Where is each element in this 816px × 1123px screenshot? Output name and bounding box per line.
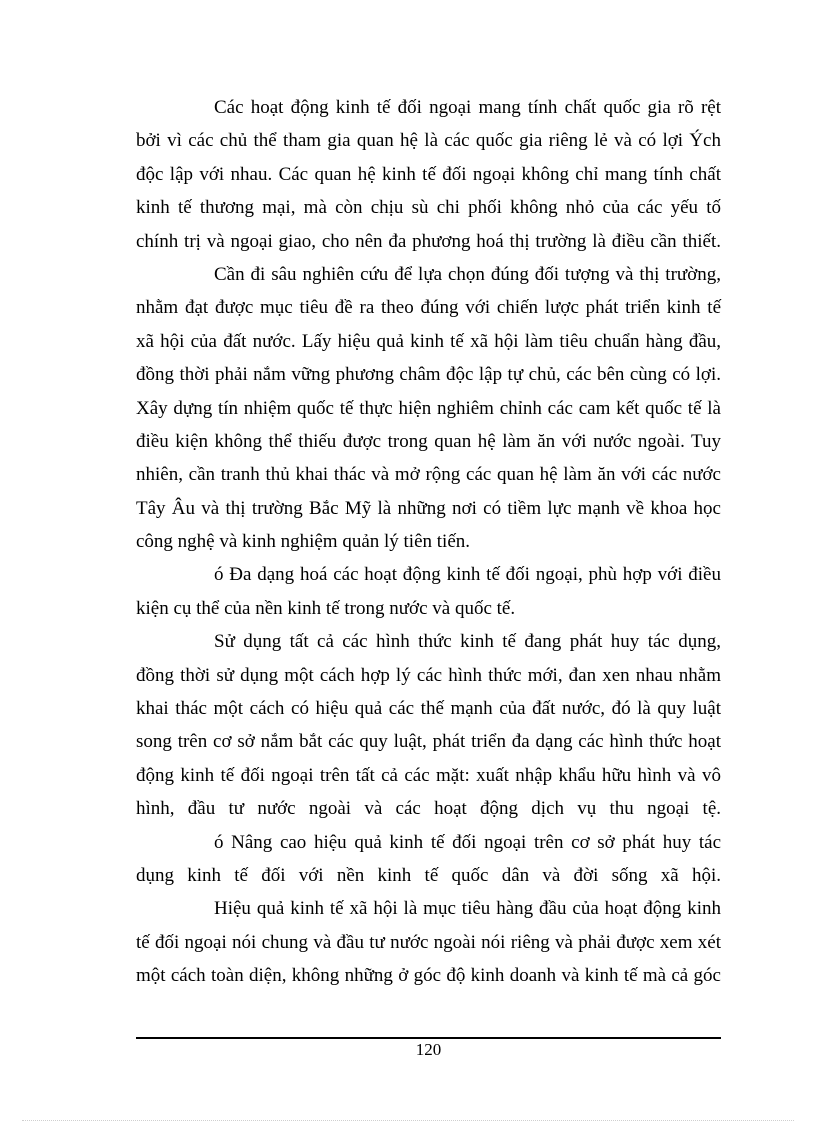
text-line: khai thác một cách có hiệu quả các thế mạnh của đất nước, đó là quy luật xyxy=(136,698,721,720)
text-line: Xây dựng tín nhiệm quốc tế thực hiện nghiêm chỉnh các cam kết quốc tế là xyxy=(136,397,721,419)
text-line: kiện cụ thể của nền kinh tế trong nước và quốc tế. xyxy=(136,597,516,619)
text-line: Tây Âu và thị trường Bắc Mỹ là những nơi có tiềm lực mạnh về khoa học xyxy=(136,497,721,519)
text-line: bởi vì các chủ thể tham gia quan hệ là các quốc gia riêng lẻ và có lợi Ých xyxy=(136,130,721,152)
text-line: Các hoạt động kinh tế đối ngoại mang tính chất quốc gia rõ rệt xyxy=(214,97,721,118)
page-bottom-border xyxy=(22,1120,794,1121)
text-line: nhằm đạt được mục tiêu đề ra theo đúng với chiến lược phát triển kinh tế xyxy=(136,297,721,319)
page-number: 120 xyxy=(415,1040,442,1059)
text-line: đồng thời phải nắm vững phương châm độc lập tự chủ, các bên cùng có lợi. xyxy=(136,364,721,386)
text-line: Cần đi sâu nghiên cứu để lựa chọn đúng đối tượng và thị trường, xyxy=(214,263,721,285)
text-line: Hiệu quả kinh tế xã hội là mục tiêu hàng đầu của hoạt động kinh xyxy=(214,898,721,920)
text-line: ó Đa dạng hoá các hoạt động kinh tế đối ngoại, phù hợp với điều xyxy=(214,564,721,586)
text-line: hình, đầu tư nước ngoài và các hoạt động dịch vụ thu ngoại tệ. xyxy=(136,798,721,820)
text-line: điều kiện không thể thiếu được trong quan hệ làm ăn với nước ngoài. Tuy xyxy=(136,430,721,452)
text-line: Sử dụng tất cả các hình thức kinh tế đang phát huy tác dụng, xyxy=(214,631,721,653)
text-line: động kinh tế đối ngoại trên tất cả các mặt: xuất nhập khẩu hữu hình và vô xyxy=(136,764,721,786)
text-line: xã hội của đất nước. Lấy hiệu quả kinh tế xã hội làm tiêu chuẩn hàng đầu, xyxy=(136,330,721,352)
text-line: chính trị và ngoại giao, cho nên đa phương hoá thị trường là điều cần thiết. xyxy=(136,230,721,252)
text-line: tế đối ngoại nói chung và đầu tư nước ngoài nói riêng và phải được xem xét xyxy=(136,931,721,953)
text-line: một cách toàn diện, không những ở góc độ kinh doanh và kinh tế mà cả góc xyxy=(136,965,721,987)
text-line: kinh tế thương mại, mà còn chịu sù chi phối không nhỏ của các yếu tố xyxy=(136,197,721,219)
text-line: công nghệ và kinh nghiệm quản lý tiên tiến. xyxy=(136,531,471,553)
body-text xyxy=(136,91,721,993)
text-line: dụng kinh tế đối với nền kinh tế quốc dân và đời sống xã hội. xyxy=(136,864,721,886)
text-line: đồng thời sử dụng một cách hợp lý các hình thức mới, đan xen nhau nhằm xyxy=(136,664,721,686)
text-line: song trên cơ sở nắm bắt các quy luật, phát triển đa dạng các hình thức hoạt xyxy=(136,731,721,753)
text-line: độc lập với nhau. Các quan hệ kinh tế đối ngoại không chỉ mang tính chất xyxy=(136,163,721,185)
text-line: nhiên, cần tranh thủ khai thác và mở rộng các quan hệ làm ăn với các nước xyxy=(136,464,721,486)
text-line: ó Nâng cao hiệu quả kinh tế đối ngoại trên cơ sở phát huy tác xyxy=(214,831,721,853)
footer-divider xyxy=(136,1037,721,1039)
